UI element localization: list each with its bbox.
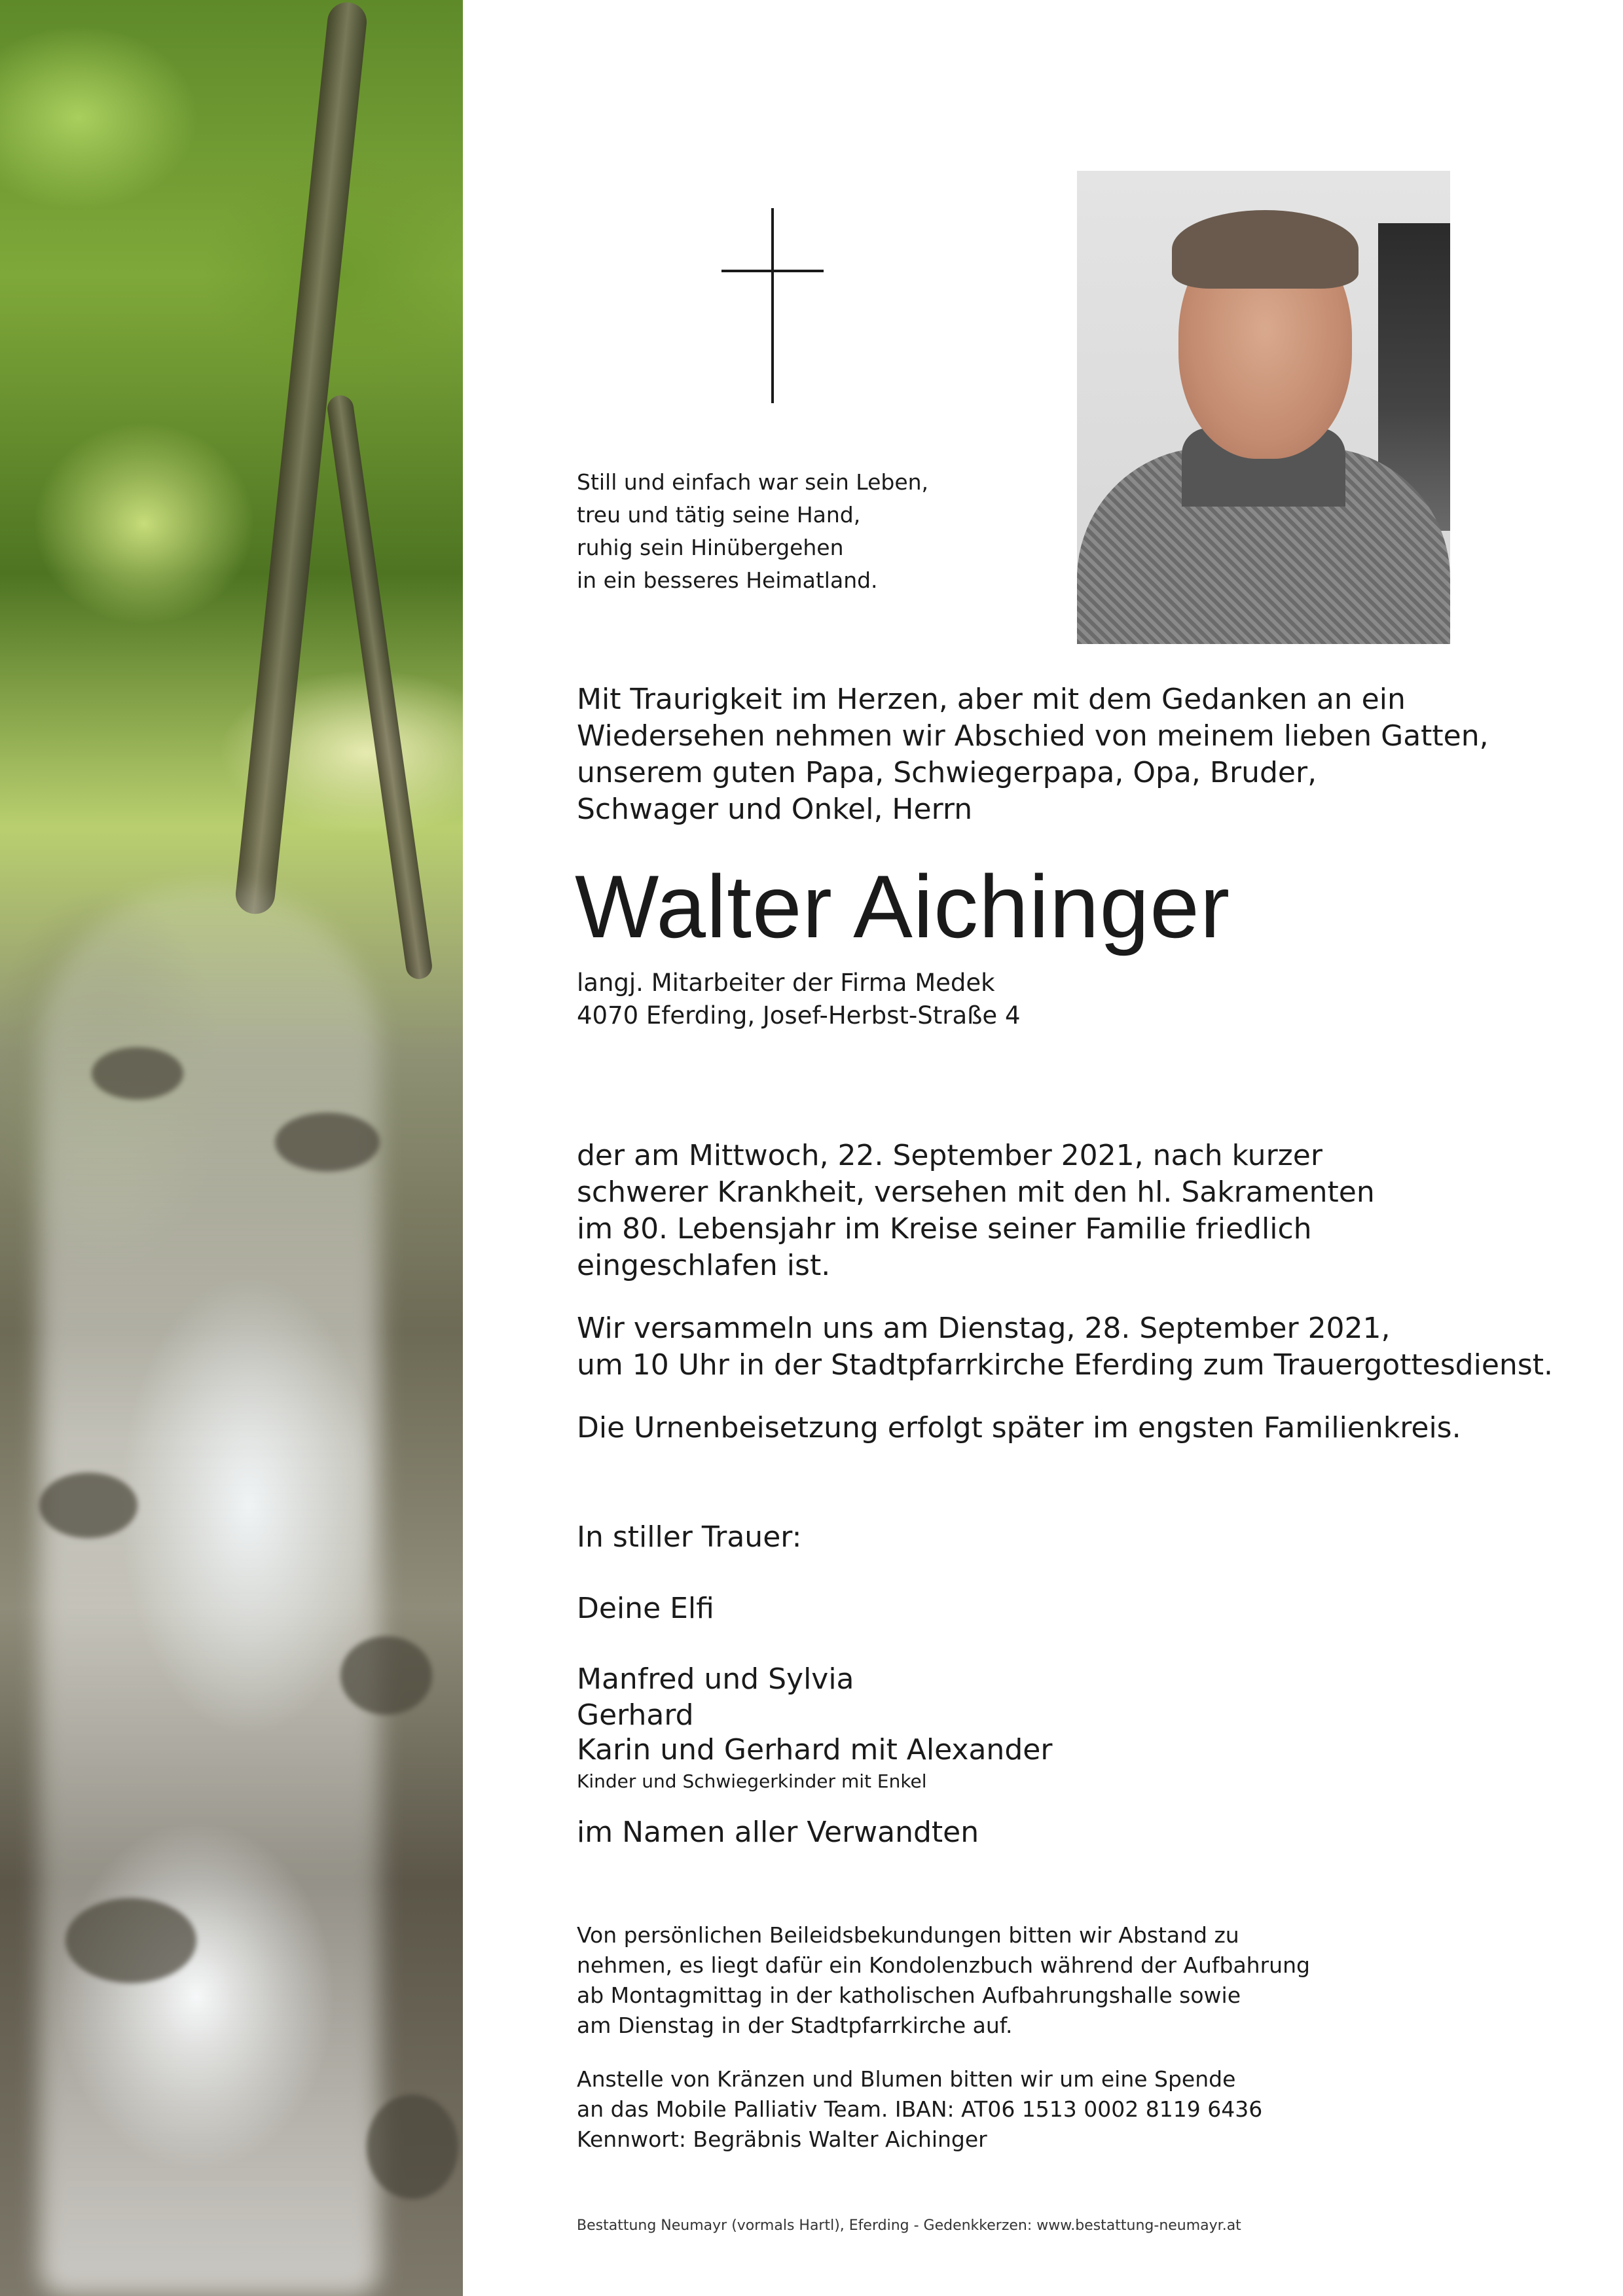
rock	[275, 1113, 380, 1172]
mourners-relatives: im Namen aller Verwandten	[577, 1816, 979, 1849]
stream-water	[39, 884, 380, 2296]
mourner-child: Karin und Gerhard mit Alexander	[577, 1733, 1053, 1767]
rock	[367, 2094, 458, 2199]
memorial-poem: Still und einfach war sein Leben, treu und tätig seine Hand, ruhig sein Hinübergehen in ein besseres Heimatland.	[577, 469, 929, 593]
urn-info: Die Urnenbeisetzung erfolgt später im engsten Familienkreis.	[577, 1411, 1461, 1444]
rock	[92, 1047, 183, 1100]
donation-note: Anstelle von Kränzen und Blumen bitten wir um eine Spende an das Mobile Palliativ Team. IBAN: AT06 1513 0002 8119 6436 Kennwort: Begräbnis Walter Aichinger	[577, 2066, 1263, 2152]
relation-note: Kinder und Schwiegerkinder mit Enkel	[577, 1770, 927, 1792]
nature-photo-stream	[0, 0, 463, 2296]
mourner-child: Gerhard	[577, 1698, 694, 1732]
footer-funeral-home: Bestattung Neumayr (vormals Hartl), Eferding - Gedenkkerzen: www.bestattung-neumayr.at	[577, 2217, 1241, 2234]
service-info: Wir versammeln uns am Dienstag, 28. September 2021, um 10 Uhr in der Stadtpfarrkirche Eferding zum Trauergottesdienst.	[577, 1312, 1553, 1382]
rock	[65, 1898, 196, 1983]
death-notice: der am Mittwoch, 22. September 2021, nach kurzer schwerer Krankheit, versehen mit den hl. Sakramenten im 80. Lebensjahr im Kreise seiner Familie friedlich eingeschlafen ist.	[577, 1139, 1375, 1282]
tree-trunk	[326, 394, 434, 981]
mourner-child: Manfred und Sylvia	[577, 1662, 854, 1696]
deceased-address: 4070 Eferding, Josef-Herbst-Straße 4	[577, 1001, 1021, 1030]
cross-icon	[721, 208, 824, 403]
deceased-role: langj. Mitarbeiter der Firma Medek	[577, 969, 995, 997]
condolence-note: Von persönlichen Beileidsbekundungen bitten wir Abstand zu nehmen, es liegt dafür ein Kondolenzbuch während der Aufbahrung ab Montagmittag in der katholischen Aufbahrungshalle sowie am Dienstag in der Stadtpfarrkirche auf.	[577, 1922, 1310, 2038]
rock	[39, 1473, 137, 1538]
deceased-name: Walter Aichinger	[575, 857, 1231, 956]
intro-text: Mit Traurigkeit im Herzen, aber mit dem Gedanken an ein Wiedersehen nehmen wir Abschied von meinem lieben Gatten, unserem guten Papa, Schwiegerpapa, Opa, Bruder, Schwager und Onkel, Herrn	[577, 683, 1489, 826]
mourner-spouse: Deine Elfi	[577, 1592, 714, 1625]
rock	[340, 1636, 432, 1715]
portrait-photo	[1077, 171, 1450, 644]
mourners-heading: In stiller Trauer:	[577, 1520, 802, 1554]
